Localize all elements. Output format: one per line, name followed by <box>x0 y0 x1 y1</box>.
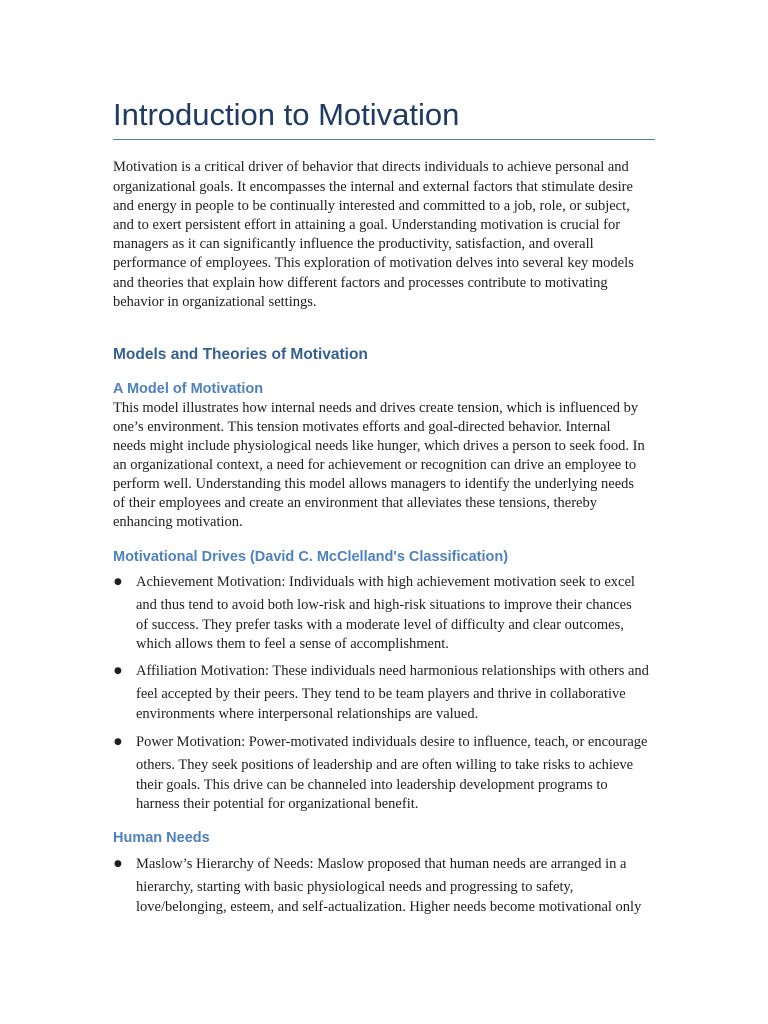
list-item-text: Maslow’s Hierarchy of Needs: Maslow proposed that human needs are arranged in a hierarchy, starting with basic physiological needs and progressing to safety, love/belonging, esteem, and self-actualization. Higher needs become motivational only <box>136 855 642 915</box>
bullet-icon: ● <box>114 665 122 676</box>
list-item-text: Affiliation Motivation: These individuals need harmonious relationships with others and feel accepted by their peers. They tend to be team players and thrive in collaborative environments where interpersonal relationships are valued. <box>136 662 649 722</box>
intro-paragraph: Motivation is a critical driver of behavior that directs individuals to achieve personal and organizational goals. It encompasses the internal and external factors that stimulate desire and energy in people to be continually interested and committed to a job, role, or subject, and to exert persistent effort in attaining a goal. Understanding motivation is crucial for managers as it can significantly influence the productivity, satisfaction, and overall performance of employees. This exploration of motivation delves into several key models and theories that explain how different factors and processes contribute to motivating behavior in organizational settings. <box>113 159 634 310</box>
document-title: Introduction to Motivation <box>113 97 460 132</box>
title-underline-rule <box>113 139 655 140</box>
model-paragraph: This model illustrates how internal needs and drives create tension, which is influenced by one’s environment. This tension motivates efforts and goal-directed behavior. Internal needs might include physiological needs like hunger, which drives a person to seek food. In an organizational context, a need for achievement or recognition can drive an employee to perform well. Understanding this model allows managers to identify the underlying needs of their employees and create an environment that alleviates these tensions, thereby enhancing motivation. <box>113 399 645 530</box>
list-item-text: Power Motivation: Power-motivated individuals desire to influence, teach, or encourage others. They seek positions of leadership and are often willing to take risks to achieve their goals. This drive can be channeled into leadership development programs to harness their potential for organizational benefit. <box>136 733 648 813</box>
list-item <box>113 850 673 940</box>
list-item <box>113 728 673 818</box>
subsection-heading-human-needs: Human Needs <box>113 830 210 846</box>
bullet-icon: ● <box>114 858 122 869</box>
bullet-icon: ● <box>114 736 122 747</box>
subsection-heading-drives: Motivational Drives (David C. McClelland's Classification) <box>113 549 509 565</box>
section-heading: Models and Theories of Motivation <box>113 346 368 363</box>
subsection-heading-model: A Model of Motivation <box>113 381 264 397</box>
list-item <box>113 568 673 658</box>
list-item-text: Achievement Motivation: Individuals with high achievement motivation seek to excel and thus tend to avoid both low-risk and high-risk situations to improve their chances of success. They prefer tasks with a moderate level of difficulty and clear outcomes, which allows them to feel a sense of accomplishment. <box>136 573 635 653</box>
bullet-icon: ● <box>114 576 122 587</box>
